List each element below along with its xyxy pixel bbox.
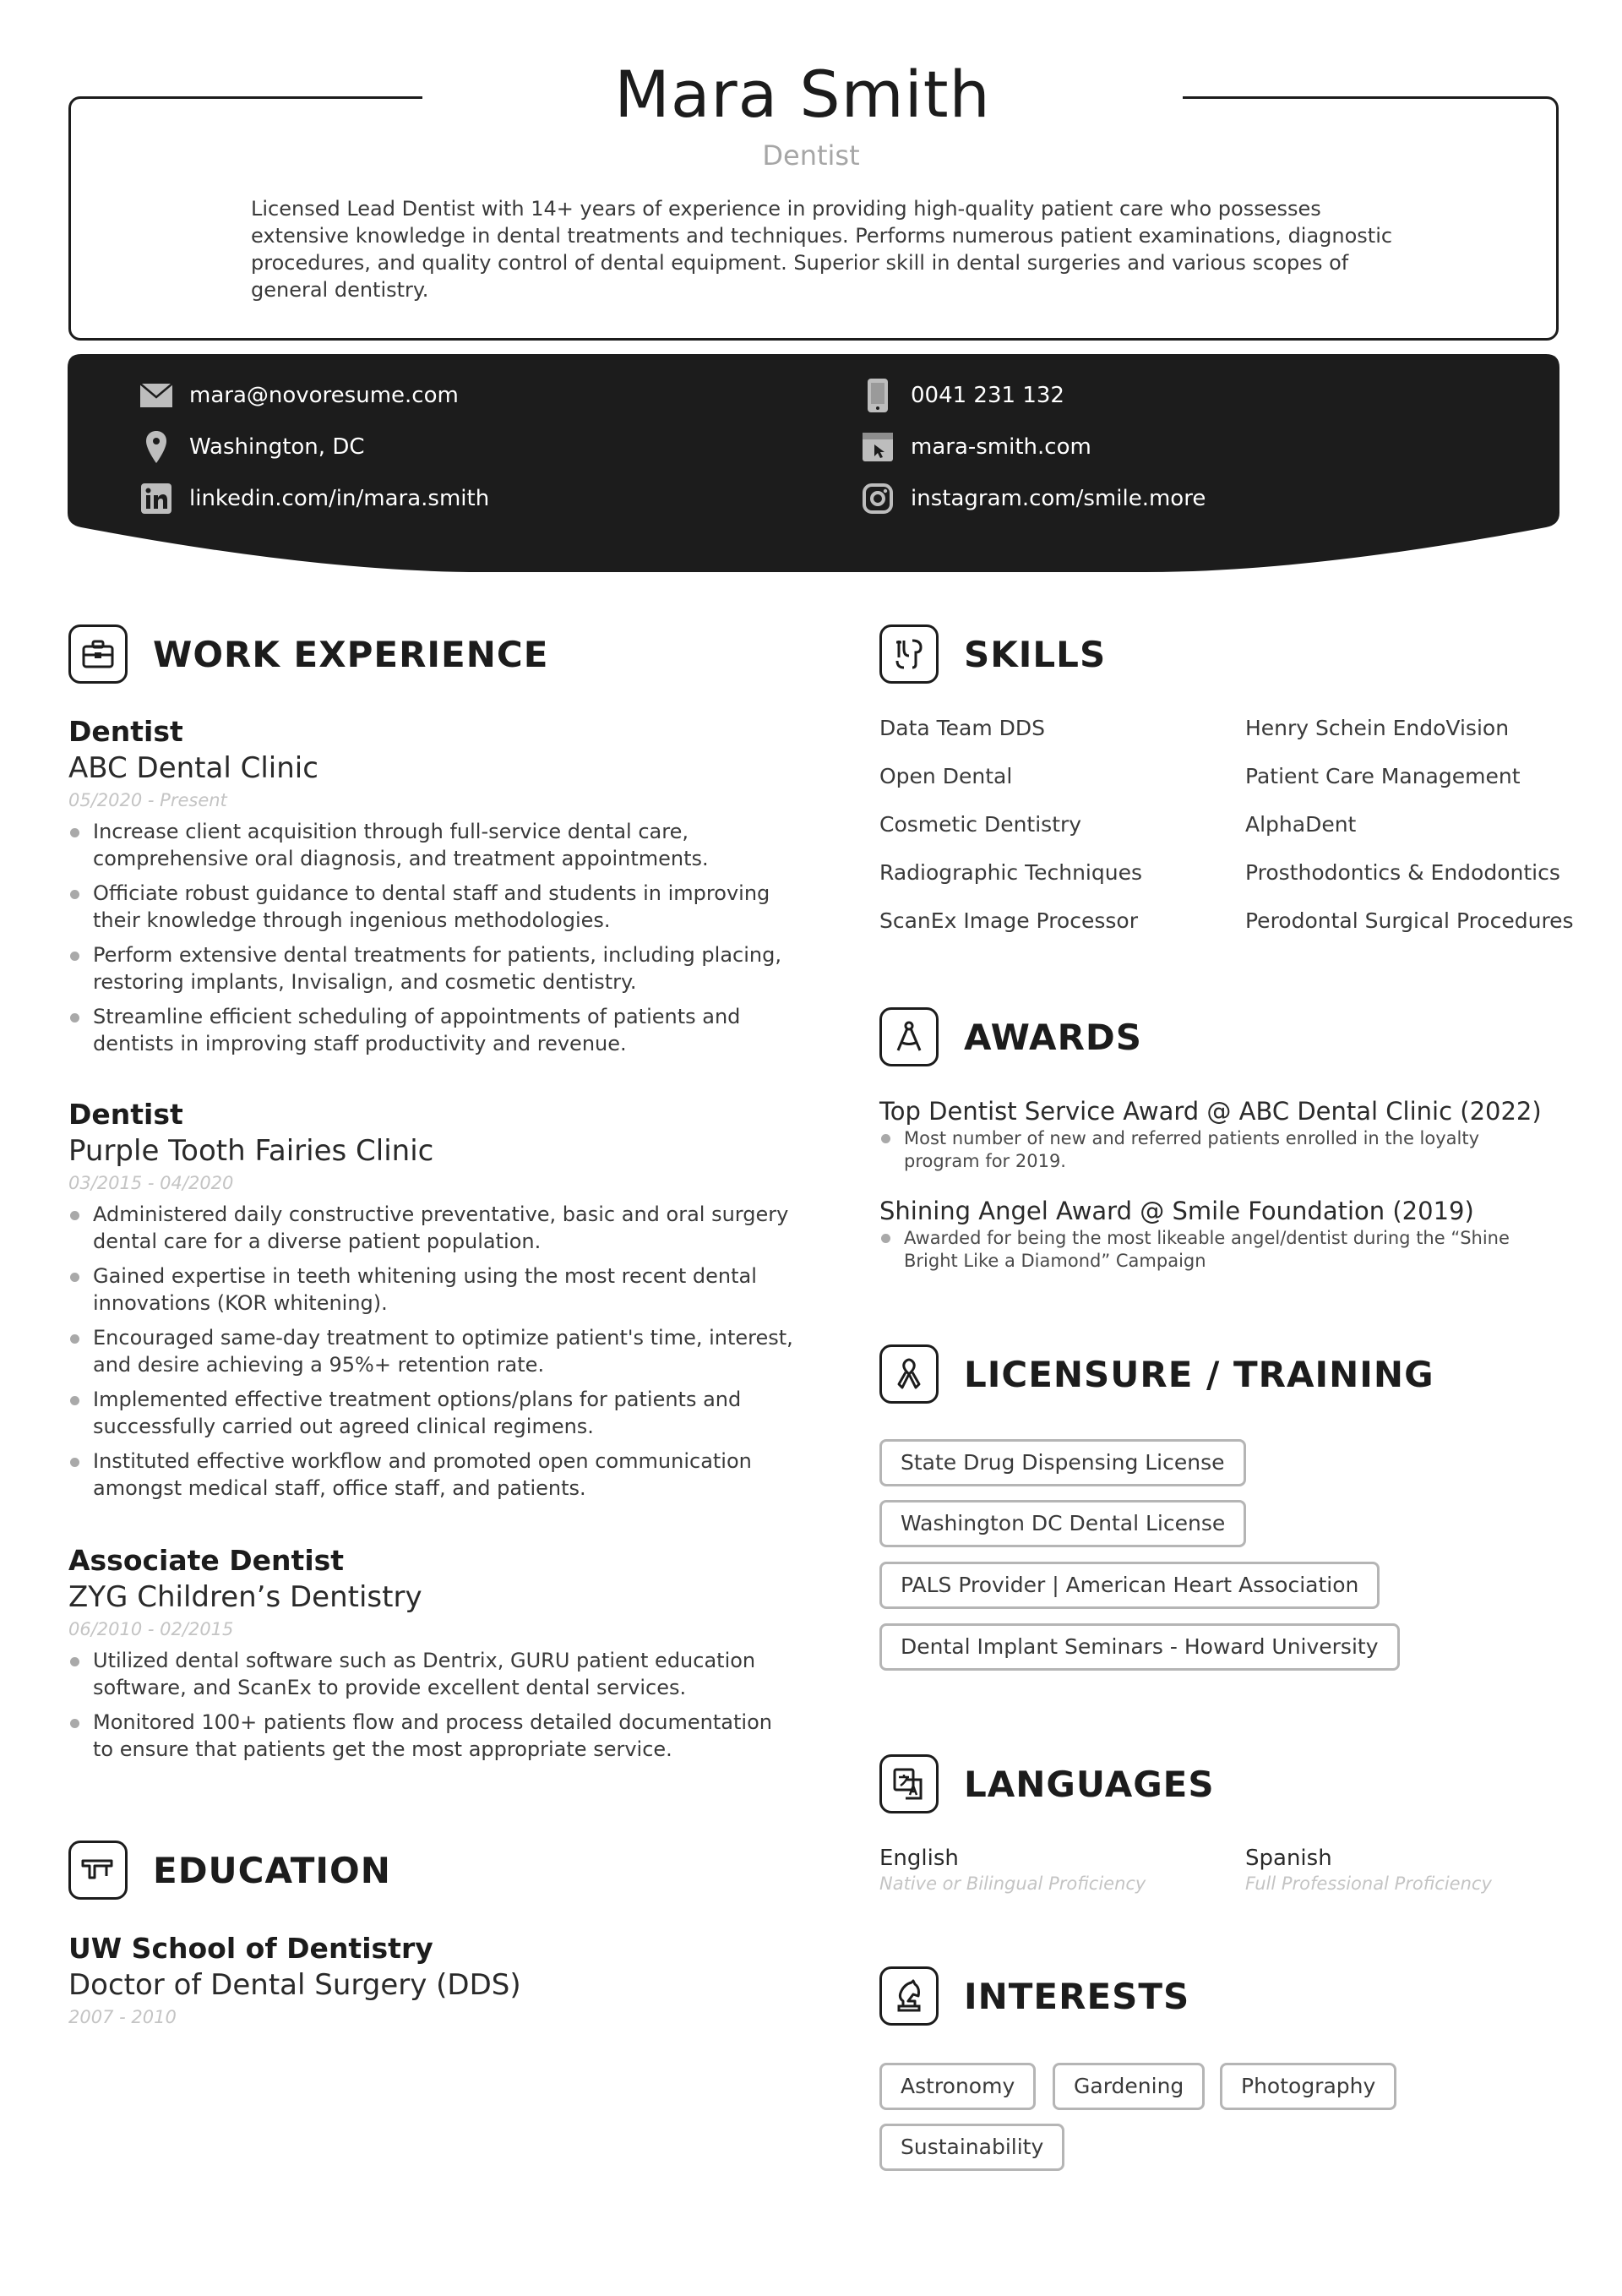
language-entry (879, 1845, 1234, 1895)
contact-instagram[interactable] (860, 482, 1206, 515)
skill-item: Open Dental (879, 764, 1013, 788)
compass-icon (879, 1007, 939, 1066)
dental-tools-icon (879, 624, 939, 684)
licensure-title: LICENSURE / TRAINING (964, 1353, 1434, 1395)
job-bullets (68, 1648, 795, 1763)
job-organization: ABC Dental Clinic (68, 751, 318, 785)
job-title: Dentist (68, 715, 183, 748)
skill-item: ScanEx Image Processor (879, 908, 1138, 933)
skill-item: Henry Schein EndoVision (1245, 716, 1510, 740)
license-tag: Washington DC Dental License (879, 1500, 1246, 1547)
job-bullet: Monitored 100+ patients flow and process detailed documentation to ensure that patients get the most appropriate service. (68, 1710, 795, 1763)
job-bullet: Streamline efficient scheduling of appointments of patients and dentists in improving staff productivity and revenue. (68, 1004, 795, 1057)
instagram-icon (860, 482, 895, 515)
job-title: Dentist (68, 1098, 183, 1131)
award-title: Top Dentist Service Award @ ABC Dental Clinic (2022) (879, 1097, 1542, 1126)
work-experience-title: WORK EXPERIENCE (153, 633, 549, 675)
instagram-text: instagram.com/smile.more (911, 486, 1206, 511)
job-bullet: Increase client acquisition through full-service dental care, comprehensive oral diagnosis, and treatment appointments. (68, 819, 795, 872)
candidate-title: Dentist (762, 139, 860, 172)
job-bullet: Officiate robust guidance to dental staff and students in improving their knowledge through ingenious methodologies. (68, 881, 795, 934)
candidate-name: Mara Smith (422, 52, 1183, 137)
job-dates: 05/2020 - Present (68, 790, 227, 810)
email-text: mara@novoresume.com (189, 383, 459, 408)
job-entry (68, 714, 795, 1066)
language-name: Spanish (1245, 1846, 1332, 1871)
languages-header (879, 1754, 1215, 1813)
skill-item: Radiographic Techniques (879, 860, 1142, 885)
job-organization: ZYG Children’s Dentistry (68, 1580, 422, 1614)
browser-icon (860, 430, 895, 464)
award-entry (879, 1195, 1555, 1273)
phone-text: 0041 231 132 (911, 383, 1064, 408)
language-entry (1245, 1845, 1600, 1895)
languages-title: LANGUAGES (964, 1763, 1215, 1805)
education-title: EDUCATION (153, 1849, 391, 1891)
contact-linkedin[interactable] (139, 482, 489, 515)
job-entry (68, 1543, 795, 1771)
education-header (68, 1841, 391, 1900)
award-entry (879, 1095, 1555, 1173)
job-bullet: Instituted effective workflow and promoted open communication amongst medical staff, office staff, and patients. (68, 1448, 795, 1502)
skills-title: SKILLS (964, 633, 1107, 675)
skills-header (879, 624, 1106, 684)
contact-email[interactable] (139, 379, 459, 412)
skill-item: Patient Care Management (1245, 764, 1521, 788)
briefcase-icon (68, 624, 128, 684)
job-organization: Purple Tooth Fairies Clinic (68, 1134, 434, 1168)
award-description: Awarded for being the most likeable angel/dentist during the “Shine Bright Like a Diamond” Campaign (879, 1227, 1555, 1273)
contact-website[interactable] (860, 430, 1091, 464)
interest-tag: Astronomy (879, 2063, 1036, 2110)
work-experience-header (68, 624, 548, 684)
language-name: English (879, 1846, 959, 1871)
skill-item: Prosthodontics & Endodontics (1245, 860, 1560, 885)
skill-item: AlphaDent (1245, 812, 1357, 837)
education-degree: Doctor of Dental Surgery (DDS) (68, 1968, 521, 2002)
awards-title: AWARDS (964, 1016, 1143, 1058)
license-tag: Dental Implant Seminars - Howard University (879, 1623, 1400, 1671)
translate-icon (879, 1754, 939, 1813)
interests-header (879, 1966, 1189, 2026)
map-pin-icon (139, 430, 174, 464)
education-entry (68, 1931, 795, 2036)
linkedin-text: linkedin.com/in/mara.smith (189, 486, 490, 511)
interest-tag: Photography (1220, 2063, 1396, 2110)
website-text: mara-smith.com (911, 434, 1091, 460)
award-description: Most number of new and referred patients enrolled in the loyalty program for 2019. (879, 1127, 1555, 1173)
licensure-header (879, 1344, 1434, 1404)
contact-location (139, 430, 365, 464)
phone-icon (860, 379, 895, 412)
location-text: Washington, DC (189, 434, 365, 460)
job-title: Associate Dentist (68, 1544, 345, 1577)
awards-header (879, 1007, 1142, 1066)
job-bullet: Gained expertise in teeth whitening using the most recent dental innovations (KOR whitening). (68, 1263, 795, 1317)
license-tag: State Drug Dispensing License (879, 1439, 1246, 1486)
chess-knight-icon (879, 1966, 939, 2026)
job-bullets (68, 819, 795, 1057)
education-school: UW School of Dentistry (68, 1932, 433, 1965)
ribbon-icon (879, 1344, 939, 1404)
skill-item: Perodontal Surgical Procedures (1245, 908, 1574, 933)
job-bullet: Perform extensive dental treatments for patients, including placing, restoring implants, Invisalign, and cosmetic dentistry. (68, 942, 795, 995)
job-dates: 06/2010 - 02/2015 (68, 1619, 234, 1639)
interest-tag: Gardening (1053, 2063, 1205, 2110)
job-bullet: Implemented effective treatment options/plans for patients and successfully carried out agreed clinical regimens. (68, 1387, 795, 1440)
skill-item: Cosmetic Dentistry (879, 812, 1082, 837)
job-bullet: Encouraged same-day treatment to optimize patient's time, interest, and desire achieving a 95%+ retention rate. (68, 1325, 795, 1378)
language-level: Full Professional Proficiency (1245, 1873, 1492, 1894)
job-bullet: Administered daily constructive preventative, basic and oral surgery dental care for a diverse patient population. (68, 1202, 795, 1255)
graduation-cap-icon (68, 1841, 128, 1900)
contact-phone[interactable] (860, 379, 1064, 412)
summary-text: Licensed Lead Dentist with 14+ years of experience in providing high-quality patient care who possesses extensive knowledge in dental treatments and techniques. Performs numerous patient examinations, diagnostic procedures, and quality control of dental equipment. Superior skill in dental surgeries and various scopes of general dentistry. (251, 197, 1393, 302)
interests-title: INTERESTS (964, 1975, 1190, 2017)
job-entry (68, 1097, 795, 1510)
job-dates: 03/2015 - 04/2020 (68, 1173, 234, 1193)
envelope-icon (139, 379, 174, 412)
skill-item: Data Team DDS (879, 716, 1046, 740)
education-dates: 2007 - 2010 (68, 2007, 177, 2027)
language-level: Native or Bilingual Proficiency (879, 1873, 1146, 1894)
job-bullet: Utilized dental software such as Dentrix, GURU patient education software, and ScanEx to provide excellent dental services. (68, 1648, 795, 1701)
interest-tag: Sustainability (879, 2124, 1064, 2171)
linkedin-icon (139, 482, 174, 515)
job-bullets (68, 1202, 795, 1502)
license-tag: PALS Provider | American Heart Association (879, 1562, 1380, 1609)
award-title: Shining Angel Award @ Smile Foundation (2019) (879, 1197, 1474, 1225)
